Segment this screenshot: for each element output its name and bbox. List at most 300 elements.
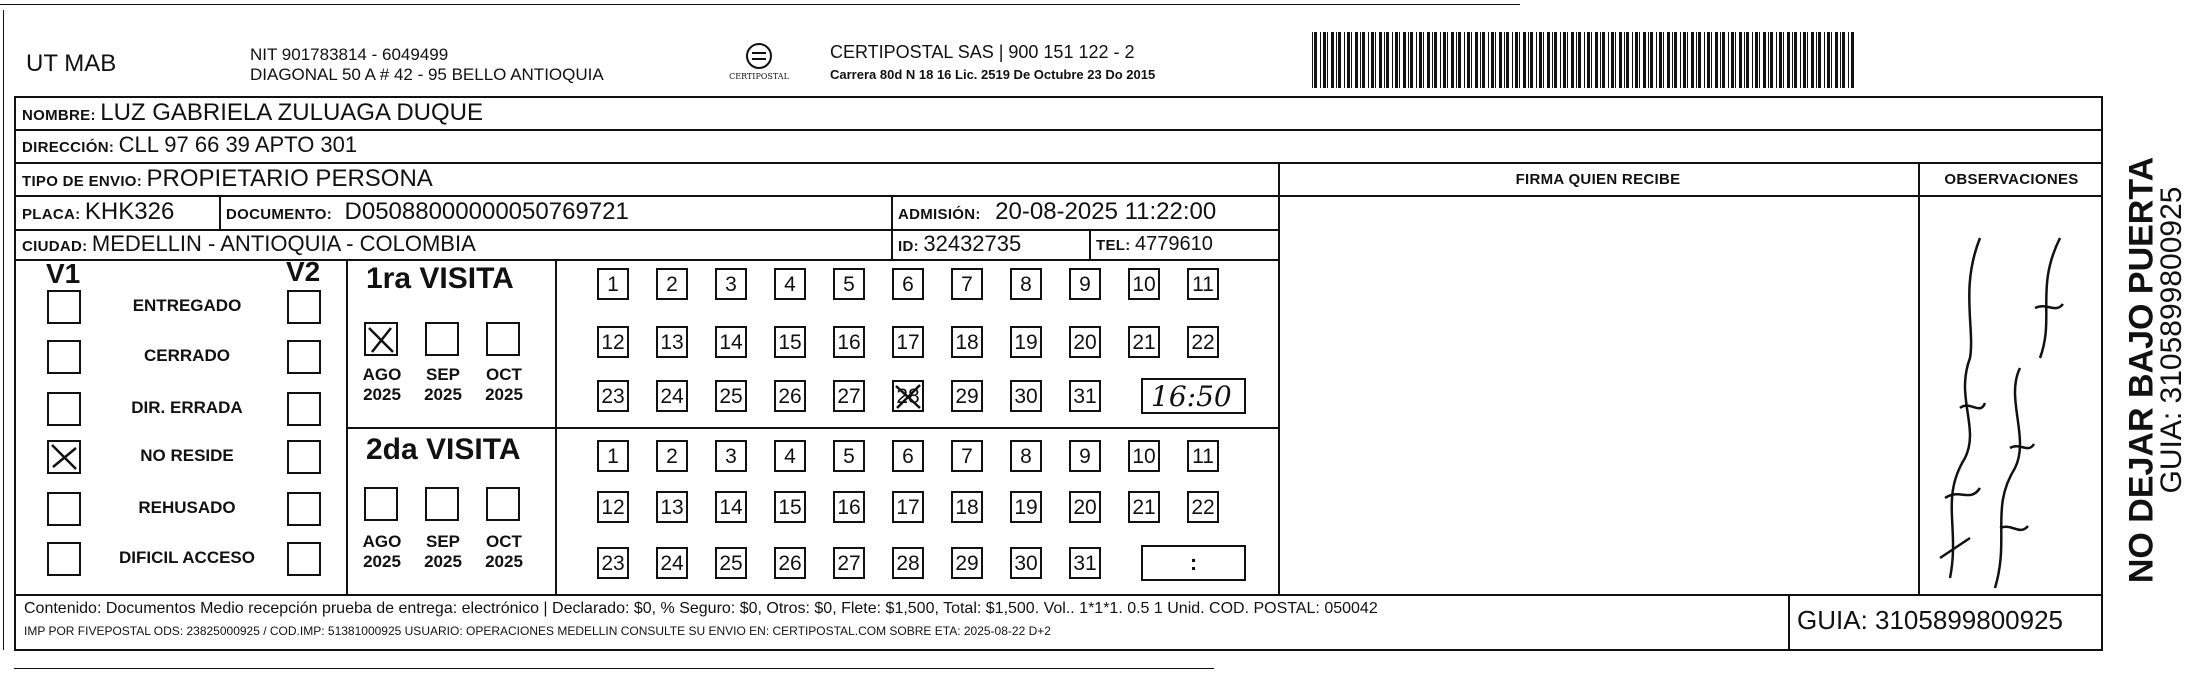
plate-cell [22, 198, 174, 226]
visit2-day-number: 30 [1014, 552, 1038, 575]
visit2-month-name: SEP [425, 532, 461, 551]
visit2-day-number: 21 [1132, 496, 1156, 519]
barcode-bar [1648, 32, 1649, 88]
visit2-day[interactable] [774, 491, 806, 523]
status-v1-checkbox[interactable] [47, 542, 81, 576]
visit2-day[interactable] [1128, 491, 1160, 523]
type-label: TIPO DE ENVIO: [22, 173, 143, 190]
visit1-day-number: 3 [725, 273, 737, 296]
barcode-bar [1427, 32, 1430, 88]
visit2-day[interactable] [774, 547, 806, 579]
visit1-day-number: 30 [1014, 385, 1038, 408]
visit2-day[interactable] [1069, 547, 1101, 579]
barcode-bar [1626, 32, 1629, 88]
visit2-day-number: 31 [1073, 552, 1097, 575]
status-v1-checkbox[interactable] [47, 440, 81, 474]
col-divider [346, 259, 348, 594]
visit2-day[interactable] [1010, 440, 1042, 472]
barcode-bar [1643, 32, 1646, 88]
visit1-day[interactable] [715, 380, 747, 412]
visit1-day[interactable] [833, 326, 865, 358]
col-divider [1278, 162, 1280, 594]
row-divider [14, 129, 2103, 131]
plate-value: KHK326 [84, 198, 175, 225]
visit2-day[interactable] [1069, 491, 1101, 523]
visit2-day[interactable] [597, 491, 629, 523]
visit1-day[interactable] [1187, 268, 1219, 300]
visit2-day[interactable] [1187, 440, 1219, 472]
barcode-bar [1488, 32, 1489, 88]
status-v2-checkbox[interactable] [287, 542, 321, 576]
visit2-day[interactable] [892, 440, 924, 472]
visit1-day[interactable] [597, 326, 629, 358]
shipment-type: PROPIETARIO PERSONA [146, 165, 433, 192]
visit1-day[interactable] [774, 380, 806, 412]
status-v2-checkbox[interactable] [287, 290, 321, 324]
col-divider [891, 195, 893, 259]
visit1-day[interactable] [1187, 326, 1219, 358]
side-guia: GUIA: 3105899800925 [2155, 186, 2188, 494]
visit2-day-number: 28 [896, 552, 920, 575]
barcode-bar [1344, 32, 1345, 88]
visit1-day-number: 27 [837, 385, 861, 408]
visit2-day-number: 5 [843, 445, 855, 468]
visit2-day[interactable] [715, 440, 747, 472]
visit1-day[interactable] [892, 326, 924, 358]
id-label: ID: [898, 238, 919, 255]
barcode-bar [1331, 32, 1334, 88]
barcode-bar [1495, 32, 1496, 88]
barcode-bar [1336, 32, 1337, 88]
admission-label: ADMISIÓN: [898, 206, 981, 223]
barcode-bar [1635, 32, 1638, 88]
visit1-day-number: 2 [666, 273, 678, 296]
barcode-bar [1447, 32, 1448, 88]
check-mark-icon [49, 442, 79, 472]
visit2-day[interactable] [656, 440, 688, 472]
barcode-bar [1395, 32, 1398, 88]
barcode-bar [1403, 32, 1406, 88]
visit2-day[interactable] [951, 547, 983, 579]
barcode-bar [1482, 32, 1485, 88]
barcode-bar [1584, 32, 1585, 88]
barcode-bar [1768, 32, 1769, 88]
barcode-bar [1578, 32, 1581, 88]
visit1-day[interactable] [597, 268, 629, 300]
side-warning: NO DEJAR BAJO PUERTA [2122, 156, 2161, 584]
barcode-bar [1515, 32, 1518, 88]
visit1-day[interactable] [774, 268, 806, 300]
visit1-day-number: 5 [843, 273, 855, 296]
col-divider [1089, 229, 1091, 259]
barcode-bar [1794, 32, 1797, 88]
visit1-day[interactable] [715, 326, 747, 358]
barcode-bar [1827, 32, 1830, 88]
visit2-day-number: 27 [837, 552, 861, 575]
visit2-month-checkbox[interactable] [425, 487, 459, 521]
barcode-bar [1506, 32, 1509, 88]
barcode-bar [1650, 32, 1653, 88]
footer-contents: Contenido: Documentos Medio recepción prueba de entrega: electrónico | Declarado: $0, % Seguro: $0, Otros: $0, Flete: $1,500, Total: $1,500. Vol.. 1*1*1. 0.5 1 Unid. COD. POSTAL: 050042 [24, 600, 1378, 617]
visit2-day-number: 6 [902, 445, 914, 468]
barcode-bar [1475, 32, 1478, 88]
visit1-month-name: AGO [362, 365, 402, 384]
visit1-day[interactable] [656, 326, 688, 358]
barcode-bar [1600, 32, 1601, 88]
barcode-bar [1530, 32, 1533, 88]
address-label: DIRECCIÓN: [22, 139, 115, 156]
row-divider [14, 195, 2103, 197]
tel-label: TEL: [1096, 237, 1131, 254]
admission-cell [898, 198, 1216, 226]
barcode-bar [1362, 32, 1365, 88]
visit2-day[interactable] [1128, 440, 1160, 472]
visit1-day-number: 1 [607, 273, 619, 296]
visit2-time-box[interactable] [1141, 545, 1246, 581]
cross-mark-icon [894, 382, 922, 410]
visit2-day-number: 23 [601, 552, 625, 575]
footer-guia: GUIA: 3105899800925 [1797, 605, 2063, 635]
scan-bottom-edge [14, 668, 1214, 669]
visit1-day[interactable] [1010, 380, 1042, 412]
visit1-day-number: 9 [1079, 273, 1091, 296]
barcode-bar [1456, 32, 1457, 88]
certipostal-logo: CERTIPOSTAL [728, 40, 790, 88]
barcode-bar [1667, 32, 1670, 88]
visit1-month-checkbox[interactable] [364, 322, 398, 356]
visit2-day-number: 17 [896, 496, 920, 519]
barcode-bar [1735, 32, 1736, 88]
barcode-bar [1691, 32, 1694, 88]
signature-header: FIRMA QUIEN RECIBE [1515, 171, 1681, 188]
barcode-bar [1683, 32, 1686, 88]
barcode-bar [1848, 32, 1849, 88]
visit2-day-number: 4 [784, 445, 796, 468]
visit1-day-number: 26 [778, 385, 802, 408]
visit1-time-box[interactable] [1141, 378, 1246, 414]
barcode-bar [1792, 32, 1793, 88]
barcode-bar [1851, 32, 1854, 88]
visit1-day-number: 24 [660, 385, 684, 408]
barcode-bar [1536, 32, 1537, 88]
visit1-month-checkbox[interactable] [486, 322, 520, 356]
barcode-bar [1803, 32, 1806, 88]
barcode-bar [1384, 32, 1385, 88]
barcode-bar [1720, 32, 1721, 88]
col-divider [1788, 594, 1790, 651]
barcode-bar [1659, 32, 1662, 88]
visit2-day[interactable] [951, 491, 983, 523]
barcode-bar [1707, 32, 1710, 88]
visit2-day-number: 22 [1191, 496, 1215, 519]
barcode-bar [1408, 32, 1409, 88]
barcode-bar [1543, 32, 1544, 88]
visit2-day[interactable] [774, 440, 806, 472]
col-divider [219, 195, 221, 229]
barcode-bar [1355, 32, 1358, 88]
barcode-bar [1744, 32, 1745, 88]
barcode-bar [1458, 32, 1461, 88]
barcode-bar [1571, 32, 1574, 88]
visit1-day[interactable] [833, 380, 865, 412]
plate-label: PLACA: [22, 206, 81, 223]
visit2-day-number: 14 [719, 496, 743, 519]
barcode-bar [1392, 32, 1393, 88]
barcode-bar [1711, 32, 1712, 88]
visit1-month-year: 2025 [424, 385, 462, 404]
barcode-bar [1752, 32, 1753, 88]
visit1-day[interactable] [656, 268, 688, 300]
visit1-day-number: 29 [955, 385, 979, 408]
status-v2-checkbox[interactable] [287, 492, 321, 526]
barcode-bar [1432, 32, 1433, 88]
status-v2-checkbox[interactable] [287, 440, 321, 474]
visit1-day-number: 15 [778, 331, 802, 354]
barcode-bar [1615, 32, 1616, 88]
visit1-day[interactable] [1010, 268, 1042, 300]
visit1-day[interactable] [833, 268, 865, 300]
barcode-bar [1567, 32, 1568, 88]
observations-header: OBSERVACIONES [1944, 171, 2079, 188]
visit2-day[interactable] [1069, 440, 1101, 472]
company-address: DIAGONAL 50 A # 42 - 95 BELLO ANTIOQUIA [250, 65, 604, 84]
barcode-bar [1523, 32, 1526, 88]
visit2-day[interactable] [715, 491, 747, 523]
visit1-day[interactable] [597, 380, 629, 412]
visit2-day-number: 26 [778, 552, 802, 575]
visit2-day[interactable] [892, 547, 924, 579]
visit2-day[interactable] [951, 440, 983, 472]
barcode-bar [1674, 32, 1677, 88]
barcode-bar [1672, 32, 1673, 88]
status-v1-checkbox[interactable] [47, 492, 81, 526]
barcode-bar [1434, 32, 1437, 88]
status-label: ENTREGADO [132, 296, 242, 315]
visit1-day[interactable] [951, 268, 983, 300]
visit1-day-number: 12 [601, 331, 625, 354]
visit1-month-label [417, 365, 469, 405]
barcode-bar [1360, 32, 1361, 88]
barcode-bar [1632, 32, 1633, 88]
barcode-bars [1310, 32, 1858, 88]
barcode-bar [1491, 32, 1494, 88]
city-label: CIUDAD: [22, 238, 88, 255]
visit1-day-number: 6 [902, 273, 914, 296]
barcode-bar [1440, 32, 1441, 88]
barcode-bar [1419, 32, 1422, 88]
barcode-bar [1587, 32, 1590, 88]
v1-header: V1 [46, 258, 81, 289]
visit1-day-number: 8 [1020, 273, 1032, 296]
visit1-day[interactable] [1128, 326, 1160, 358]
visit2-day[interactable] [833, 547, 865, 579]
barcode-bar [1783, 32, 1784, 88]
visit1-day[interactable] [951, 380, 983, 412]
status-label: REHUSADO [138, 498, 236, 517]
visit2-day[interactable] [1187, 491, 1219, 523]
visit1-month-label [356, 365, 408, 405]
barcode-bar [1504, 32, 1505, 88]
barcode-bar [1443, 32, 1446, 88]
footer-imp: IMP POR FIVEPOSTAL ODS: 23825000925 / COD.IMP: 51381000925 USUARIO: OPERACIONES MEDELLIN CONSULTE SU ENVIO EN: CERTIPOSTAL.COM SOBRE ETA: 2025-08-22 D+2 [24, 624, 1051, 638]
visit1-day[interactable] [1128, 268, 1160, 300]
barcode-bar [1824, 32, 1825, 88]
barcode-bar [1368, 32, 1369, 88]
visit2-day[interactable] [715, 547, 747, 579]
status-label: NO RESIDE [140, 446, 234, 465]
status-v1-checkbox[interactable] [47, 290, 81, 324]
visit1-day[interactable] [1069, 380, 1101, 412]
name-row [22, 99, 483, 127]
visit2-month-label [478, 532, 530, 572]
barcode-bar [1728, 32, 1729, 88]
carrier-address: Carrera 80d N 18 16 Lic. 2519 De Octubre 23 Do 2015 [830, 67, 1156, 82]
v2-header: V2 [286, 256, 321, 287]
row-divider [14, 162, 2103, 164]
barcode-bar [1371, 32, 1374, 88]
visit1-day-number: 21 [1132, 331, 1156, 354]
visit1-day-number: 16 [837, 331, 861, 354]
visit1-month-name: SEP [425, 365, 461, 384]
visit1-day[interactable] [1069, 268, 1101, 300]
visit2-month-label [417, 532, 469, 572]
visit1-day-number: 25 [719, 385, 743, 408]
visit2-day[interactable] [656, 491, 688, 523]
visit2-time-placeholder: : [1189, 550, 1198, 575]
status-v2-checkbox[interactable] [287, 340, 321, 374]
visit1-month-name: OCT [486, 365, 522, 384]
type-row [22, 165, 433, 193]
visit2-day-number: 24 [660, 552, 684, 575]
visit2-day-number: 3 [725, 445, 737, 468]
barcode-bar [1835, 32, 1838, 88]
barcode-bar [1375, 32, 1376, 88]
barcode-bar [1608, 32, 1609, 88]
visit1-day-number: 20 [1073, 331, 1097, 354]
barcode-bar [1759, 32, 1760, 88]
barcode-bar [1831, 32, 1832, 88]
visit2-day-number: 12 [601, 496, 625, 519]
visit1-day[interactable] [892, 268, 924, 300]
barcode-bar [1554, 32, 1557, 88]
visit1-month-year: 2025 [485, 385, 523, 404]
visit1-day[interactable] [1069, 326, 1101, 358]
recipient-address: CLL 97 66 39 APTO 301 [118, 132, 358, 157]
barcode-bar [1552, 32, 1553, 88]
barcode-bar [1410, 32, 1413, 88]
visit2-day[interactable] [597, 547, 629, 579]
visit2-day-number: 1 [607, 445, 619, 468]
barcode [1310, 32, 1858, 88]
status-v1-checkbox[interactable] [47, 392, 81, 426]
barcode-bar [1687, 32, 1688, 88]
visit2-day[interactable] [597, 440, 629, 472]
barcode-bar [1739, 32, 1742, 88]
visit2-title: 2da VISITA [366, 433, 521, 466]
barcode-bar [1842, 32, 1845, 88]
barcode-bar [1663, 32, 1664, 88]
barcode-bar [1715, 32, 1718, 88]
barcode-bar [1528, 32, 1529, 88]
visit2-day-number: 2 [666, 445, 678, 468]
barcode-bar [1611, 32, 1614, 88]
row-divider [1918, 195, 2103, 197]
id-value: 32432735 [923, 231, 1022, 256]
tel-cell [1096, 233, 1213, 256]
visit2-month-year: 2025 [485, 552, 523, 571]
visit1-day-number: 17 [896, 331, 920, 354]
barcode-bar [1698, 32, 1701, 88]
barcode-bar [1351, 32, 1352, 88]
col-divider [555, 259, 557, 594]
visit1-title: 1ra VISITA [366, 262, 514, 295]
visit2-month-year: 2025 [363, 552, 401, 571]
visit2-day[interactable] [656, 547, 688, 579]
visit1-time: 16:50 [1151, 380, 1232, 413]
barcode-bar [1763, 32, 1766, 88]
status-v1-checkbox[interactable] [47, 340, 81, 374]
visit1-day[interactable] [892, 380, 924, 412]
visit2-day[interactable] [833, 440, 865, 472]
document-label: DOCUMENTO: [226, 206, 333, 223]
company-name: UT MAB [26, 50, 117, 77]
barcode-bar [1423, 32, 1424, 88]
visit1-day[interactable] [951, 326, 983, 358]
barcode-bar [1563, 32, 1566, 88]
visit1-month-checkbox[interactable] [425, 322, 459, 356]
visit2-day[interactable] [1010, 491, 1042, 523]
visit2-day[interactable] [833, 491, 865, 523]
visit1-day-number: 28 [896, 385, 920, 408]
row-divider [14, 259, 1278, 261]
barcode-bar [1704, 32, 1705, 88]
barcode-bar [1379, 32, 1382, 88]
barcode-bar [1347, 32, 1350, 88]
barcode-bar [1816, 32, 1817, 88]
barcode-bar [1560, 32, 1561, 88]
visit1-day[interactable] [1010, 326, 1042, 358]
barcode-bar [1386, 32, 1389, 88]
visit2-month-checkbox[interactable] [486, 487, 520, 521]
visit1-day-number: 14 [719, 331, 743, 354]
status-v2-checkbox[interactable] [287, 392, 321, 426]
visit1-day[interactable] [715, 268, 747, 300]
barcode-bar [1312, 32, 1313, 88]
barcode-bar [1755, 32, 1758, 88]
status-label: CERRADO [144, 346, 230, 365]
visit2-day-number: 7 [961, 445, 973, 468]
barcode-bar [1323, 32, 1326, 88]
barcode-bar [1539, 32, 1542, 88]
barcode-bar [1619, 32, 1622, 88]
visit2-day-number: 9 [1079, 445, 1091, 468]
name-label: NOMBRE: [22, 107, 96, 124]
barcode-bar [1776, 32, 1777, 88]
visit2-day[interactable] [892, 491, 924, 523]
visit1-day[interactable] [774, 326, 806, 358]
barcode-bar [1464, 32, 1465, 88]
company-nit: NIT 901783814 - 6049499 [250, 45, 449, 64]
city-value: MEDELLIN - ANTIOQUIA - COLOMBIA [91, 231, 476, 256]
visit2-day-number: 16 [837, 496, 861, 519]
visit1-day[interactable] [656, 380, 688, 412]
visit2-month-checkbox[interactable] [364, 487, 398, 521]
barcode-bar [1512, 32, 1513, 88]
visit2-day[interactable] [1010, 547, 1042, 579]
barcode-bar [1779, 32, 1782, 88]
barcode-bar [1722, 32, 1725, 88]
visit1-day-number: 23 [601, 385, 625, 408]
